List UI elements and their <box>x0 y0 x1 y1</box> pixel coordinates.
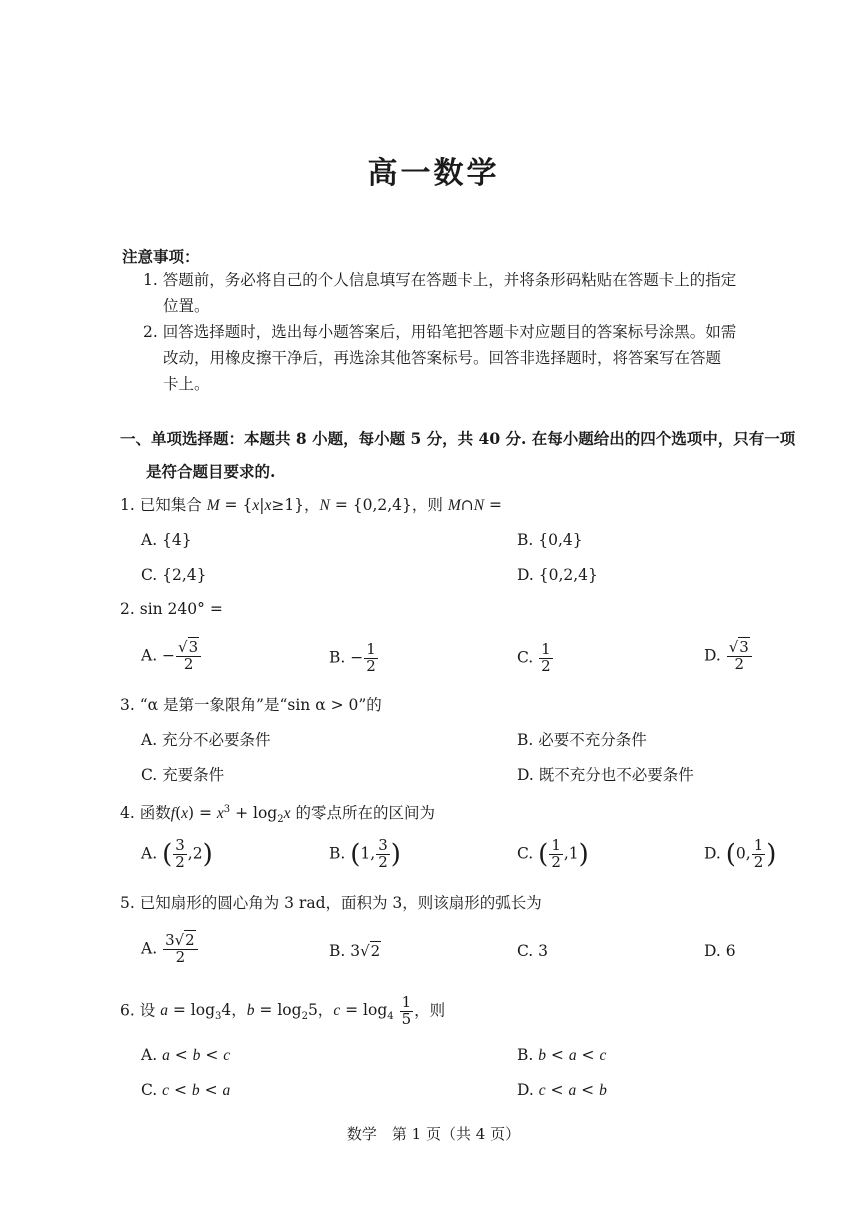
question-1-text: 已知集合 <box>139 496 202 514</box>
question-5-option-b: B. 3√2 <box>329 942 381 960</box>
question-6-option-a: A. a < b < c <box>141 1046 231 1064</box>
notice-item-1-line-1: 1. 答题前，务必将自己的个人信息填写在答题卡上，并将条形码粘贴在答题卡上的指定 <box>143 271 737 289</box>
question-3-option-c: C. 充要条件 <box>141 766 225 784</box>
question-2-stem <box>120 599 223 619</box>
question-6-text-prefix: 设 <box>139 1001 156 1020</box>
page-title: 高一数学 <box>367 156 500 191</box>
question-4-text-suffix: 的零点所在的区间为 <box>295 804 435 823</box>
question-4-number: 4. <box>120 804 135 823</box>
question-4-text-prefix: 函数 <box>139 804 171 823</box>
page-footer: 数学 第 1 页（共 4 页） <box>346 1125 521 1143</box>
question-6-option-b: B. b < a < c <box>517 1046 607 1064</box>
question-3-option-a: A. 充分不必要条件 <box>141 731 271 749</box>
question-1-stem <box>120 495 502 516</box>
question-2-option-a: A. − $\frac{√3}{2}$ <box>141 640 202 673</box>
notice-item-2-line-3: 卡上。 <box>163 375 210 393</box>
question-4-option-c: C. ( $\frac{1}{2}$ ,1) <box>517 836 589 871</box>
question-3-option-d: D. 既不充分也不必要条件 <box>517 766 694 784</box>
question-4-stem <box>120 800 435 830</box>
question-2-option-d: D. $\frac{√3}{2}$ <box>704 640 753 673</box>
question-5-option-a: A. $\frac{3√2}{2}$ <box>141 933 199 966</box>
question-4-option-a: A. ( $\frac{3}{2}$ ,2) <box>141 836 213 871</box>
question-5-stem: 5. 已知扇形的圆心角为 3 rad，面积为 3，则该扇形的弧长为 <box>120 894 542 912</box>
question-1-option-d: D. {0,2,4} <box>517 566 598 584</box>
question-2-option-c: C. $\frac{1}{2}$ <box>517 640 551 675</box>
question-1-option-b: B. {0,4} <box>517 531 583 549</box>
notice-item-2-line-1: 2. 回答选择题时，选出每小题答案后，用铅笔把答题卡对应题目的答案标号涂黑。如需 <box>143 323 737 341</box>
question-6-option-d: D. c < a < b <box>517 1081 607 1099</box>
question-6-stem <box>120 995 445 1028</box>
question-2-number: 2. <box>120 600 135 618</box>
section-1-line-2: 是符合题目要求的. <box>146 462 276 481</box>
question-1-number: 1. <box>120 496 135 514</box>
notice-item-2-line-2: 改动，用橡皮擦干净后，再选涂其他答案标号。回答非选择题时，将答案写在答题 <box>163 349 722 367</box>
question-5-option-d: D. 6 <box>704 942 736 960</box>
notice-heading: 注意事项： <box>122 247 200 266</box>
question-5-option-c: C. 3 <box>517 942 549 960</box>
question-6-number: 6. <box>120 1001 135 1020</box>
question-6-math: $a = \log_34$，$b = \log_25$，$c = \log_4$ $\frac{1}{5}$ <box>160 993 412 1028</box>
question-4-math: $f(x) = x^3 + \log_2x$ <box>170 804 291 826</box>
question-2-text: sin 240° = <box>139 600 223 618</box>
question-1-option-c: C. {2,4} <box>141 566 207 584</box>
question-4-option-d: D. (0, $\frac{1}{2}$ ) <box>704 836 777 871</box>
section-1-line-1: 一、单项选择题：本题共 8 小题，每小题 5 分，共 40 分. 在每小题给出的四个选项中，只有一项 <box>120 429 796 448</box>
question-6-text-suffix: ，则 <box>414 1001 446 1020</box>
question-2-option-b: B. − $\frac{1}{2}$ <box>329 640 376 675</box>
notice-item-1-line-2: 位置。 <box>163 297 210 315</box>
question-1-option-a: A. {4} <box>141 531 192 549</box>
question-3-stem: 3. “α 是第一象限角”是“sin α > 0”的 <box>120 696 382 714</box>
question-3-option-b: B. 必要不充分条件 <box>517 731 647 749</box>
question-6-option-c: C. c < b < a <box>141 1081 231 1099</box>
question-1-math: M = {x|x≥1}，N = {0,2,4}，则 M∩N = <box>206 496 503 514</box>
question-4-option-b: B. (1, $\frac{3}{2}$ ) <box>329 836 401 871</box>
